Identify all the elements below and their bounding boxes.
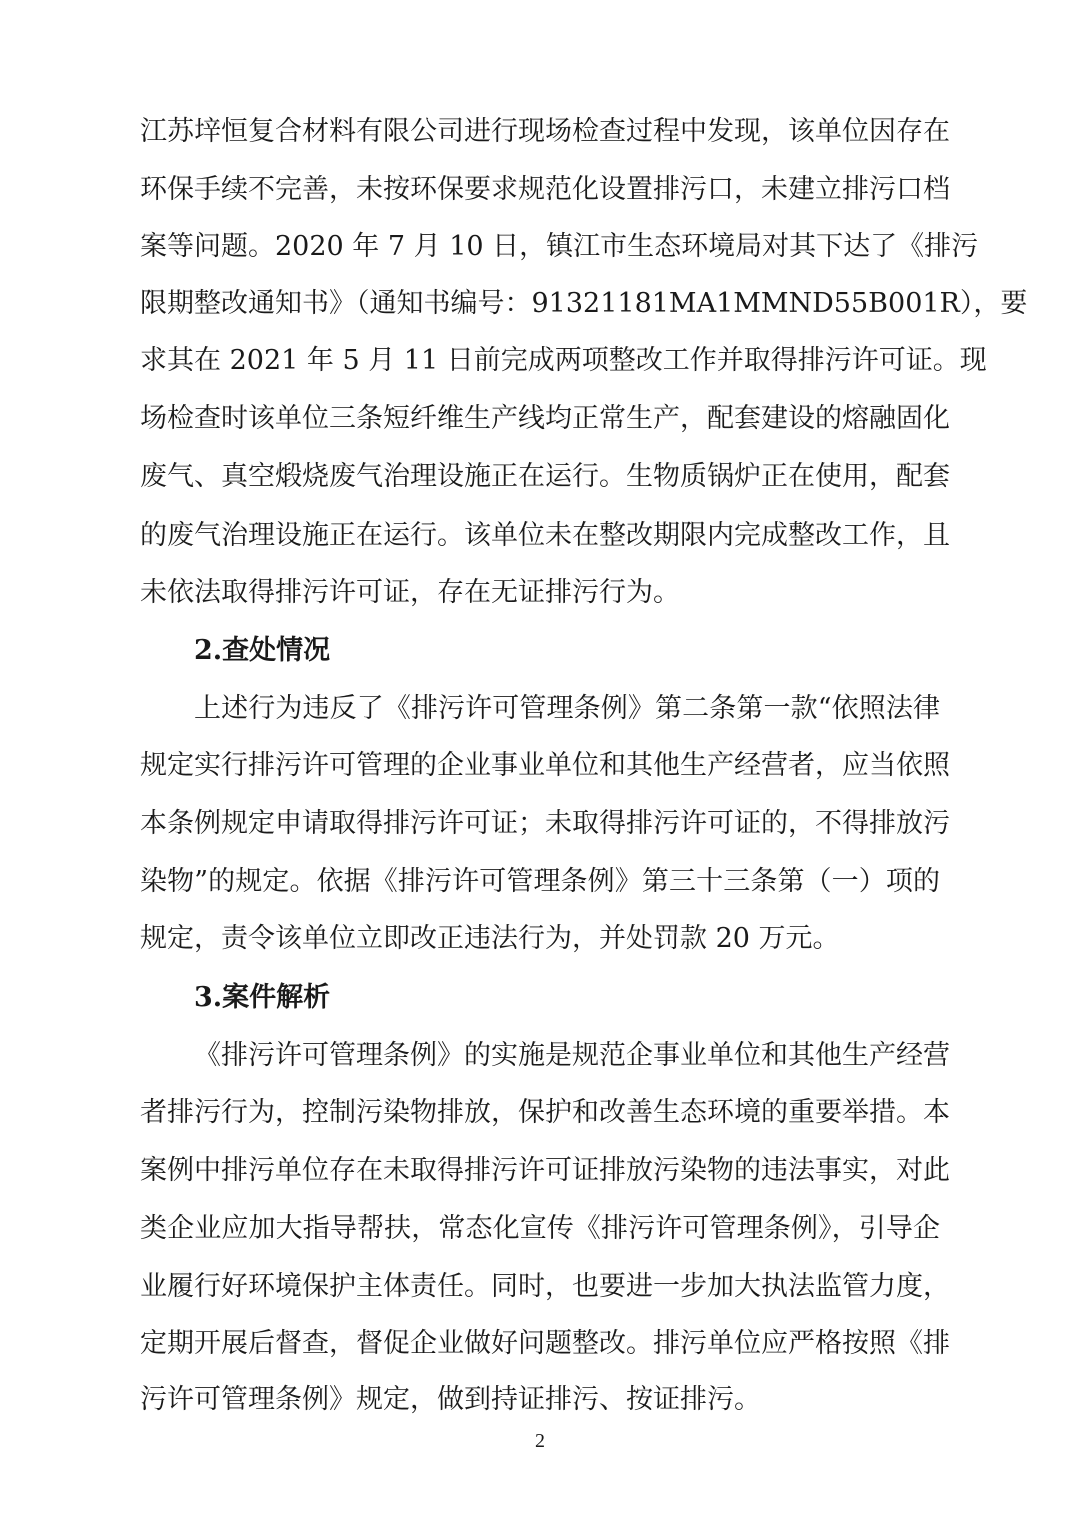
text-line: 的废气治理设施正在运行。该单位未在整改期限内完成整改工作，且: [140, 520, 950, 551]
text-line: 限期整改通知书》（通知书编号：91321181MA1MMND55B001R），要: [140, 288, 1028, 319]
text-line: 上述行为违反了《排污许可管理条例》第二条第一款“依照法律: [194, 693, 940, 724]
text-line: 者排污行为，控制污染物排放，保护和改善生态环境的重要举措。本: [140, 1097, 950, 1128]
text-line: 环保手续不完善，未按环保要求规范化设置排污口，未建立排污口档: [140, 174, 950, 205]
text-line: 案等问题。2020 年 7 月 10 日，镇江市生态环境局对其下达了《排污: [140, 231, 979, 262]
section-heading: 3.案件解析: [194, 982, 331, 1013]
text-line: 定期开展后督查，督促企业做好问题整改。排污单位应严格按照《排: [140, 1328, 950, 1359]
text-line: 未依法取得排污许可证，存在无证排污行为。: [140, 577, 680, 608]
text-line: 规定实行排污许可管理的企业事业单位和其他生产经营者，应当依照: [140, 750, 950, 781]
text-line: 《排污许可管理条例》的实施是规范企事业单位和其他生产经营: [194, 1040, 950, 1071]
text-line: 规定，责令该单位立即改正违法行为，并处罚款 20 万元。: [140, 923, 840, 954]
text-line: 类企业应加大指导帮扶，常态化宣传《排污许可管理条例》，引导企: [140, 1213, 940, 1244]
text-line: 废气、真空煅烧废气治理设施正在运行。生物质锅炉正在使用，配套: [140, 461, 950, 492]
text-line: 江苏垶恒复合材料有限公司进行现场检查过程中发现，该单位因存在: [140, 116, 950, 147]
section-heading: 2.查处情况: [194, 635, 331, 666]
page-number: 2: [535, 1430, 545, 1452]
text-line: 场检查时该单位三条短纤维生产线均正常生产，配套建设的熔融固化: [140, 403, 950, 434]
text-line: 案例中排污单位存在未取得排污许可证排放污染物的违法事实，对此: [140, 1155, 950, 1186]
text-line: 求其在 2021 年 5 月 11 日前完成两项整改工作并取得排污许可证。现: [140, 345, 987, 376]
text-line: 染物”的规定。依据《排污许可管理条例》第三十三条第（一）项的: [140, 866, 940, 897]
text-line: 污许可管理条例》规定，做到持证排污、按证排污。: [140, 1384, 761, 1415]
text-line: 本条例规定申请取得排污许可证；未取得排污许可证的，不得排放污: [140, 808, 950, 839]
text-line: 业履行好环境保护主体责任。同时，也要进一步加大执法监管力度，: [140, 1271, 950, 1302]
